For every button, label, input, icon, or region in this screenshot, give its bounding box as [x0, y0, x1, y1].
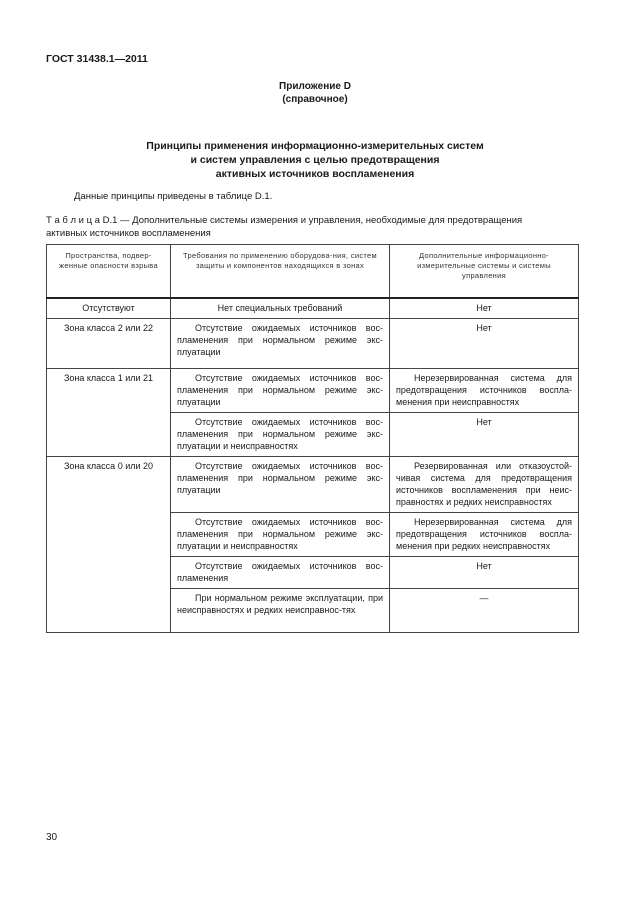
system-cell: Нет [390, 298, 579, 319]
requirement-cell: Нет специальных требований [171, 298, 390, 319]
zone-cell: Отсутствуют [47, 298, 171, 319]
requirement-cell: Отсутствие ожидаемых источников вос-пламенения при нормальном режиме экс-плуатации [171, 319, 390, 369]
requirement-cell: Отсутствие ожидаемых источников вос-пламенения при нормальном режиме экс-плуатации [171, 457, 390, 513]
system-cell: Резервированная или отказоустой-чивая система для предотвращения источников воспламенения при неис-правностях и редких неисправностях [390, 457, 579, 513]
requirement-cell: Отсутствие ожидаемых источников вос-пламенения при нормальном режиме экс-плуатации и неисправностях [171, 513, 390, 557]
system-cell: Нет [390, 319, 579, 369]
system-cell: — [390, 589, 579, 633]
table-caption [46, 214, 578, 240]
heading-line-1: Принципы применения информационно-измерительных систем [146, 140, 484, 152]
column-header-systems: Дополнительные информационно-измерительные системы и системы управления [390, 245, 579, 299]
table-header-row [47, 245, 579, 299]
table-caption-line-2: активных источников воспламенения [46, 228, 211, 239]
annex-title: Приложение D [279, 81, 351, 92]
intro-text: Данные принципы приведены в таблице D.1. [74, 191, 273, 202]
system-cell: Нет [390, 557, 579, 589]
table-row [47, 369, 579, 413]
requirement-cell: При нормальном режиме эксплуатации, при неисправностях и редких неисправнос-тях [171, 589, 390, 633]
table-caption-line-1: D.1 — Дополнительные системы измерения и управления, необходимые для предотвращения [99, 215, 523, 226]
table-row [47, 457, 579, 513]
table-caption-label: Т а б л и ц а [46, 215, 100, 226]
requirements-table [46, 244, 579, 633]
table-row [47, 298, 579, 319]
zone-cell: Зона класса 2 или 22 [47, 319, 171, 369]
document-code: ГОСТ 31438.1—2011 [46, 53, 148, 65]
requirement-cell: Отсутствие ожидаемых источников вос-пламенения [171, 557, 390, 589]
zone-cell: Зона класса 1 или 21 [47, 369, 171, 457]
zone-cell: Зона класса 0 или 20 [47, 457, 171, 633]
annex-subtitle: (справочное) [282, 94, 348, 105]
column-header-spaces: Пространства, подвер-женные опасности взрыва [47, 245, 171, 299]
heading-line-2: и систем управления с целью предотвращения [190, 154, 440, 166]
page-number: 30 [46, 832, 58, 843]
system-cell: Нерезервированная система для предотвращения источников воспла-менения при редких неисправностях [390, 513, 579, 557]
requirement-cell: Отсутствие ожидаемых источников вос-пламенения при нормальном режиме экс-плуатации [171, 369, 390, 413]
requirement-cell: Отсутствие ожидаемых источников вос-пламенения при нормальном режиме экс-плуатации и неисправностях [171, 413, 390, 457]
system-cell: Нерезервированная система для предотвращения источников воспла-менения при неисправностях [390, 369, 579, 413]
system-cell: Нет [390, 413, 579, 457]
heading-line-3: активных источников воспламенения [215, 168, 415, 180]
table-row [47, 319, 579, 369]
column-header-requirements: Требования по применению оборудова-ния, систем защиты и компонентов находящихся в зонах [171, 245, 390, 299]
